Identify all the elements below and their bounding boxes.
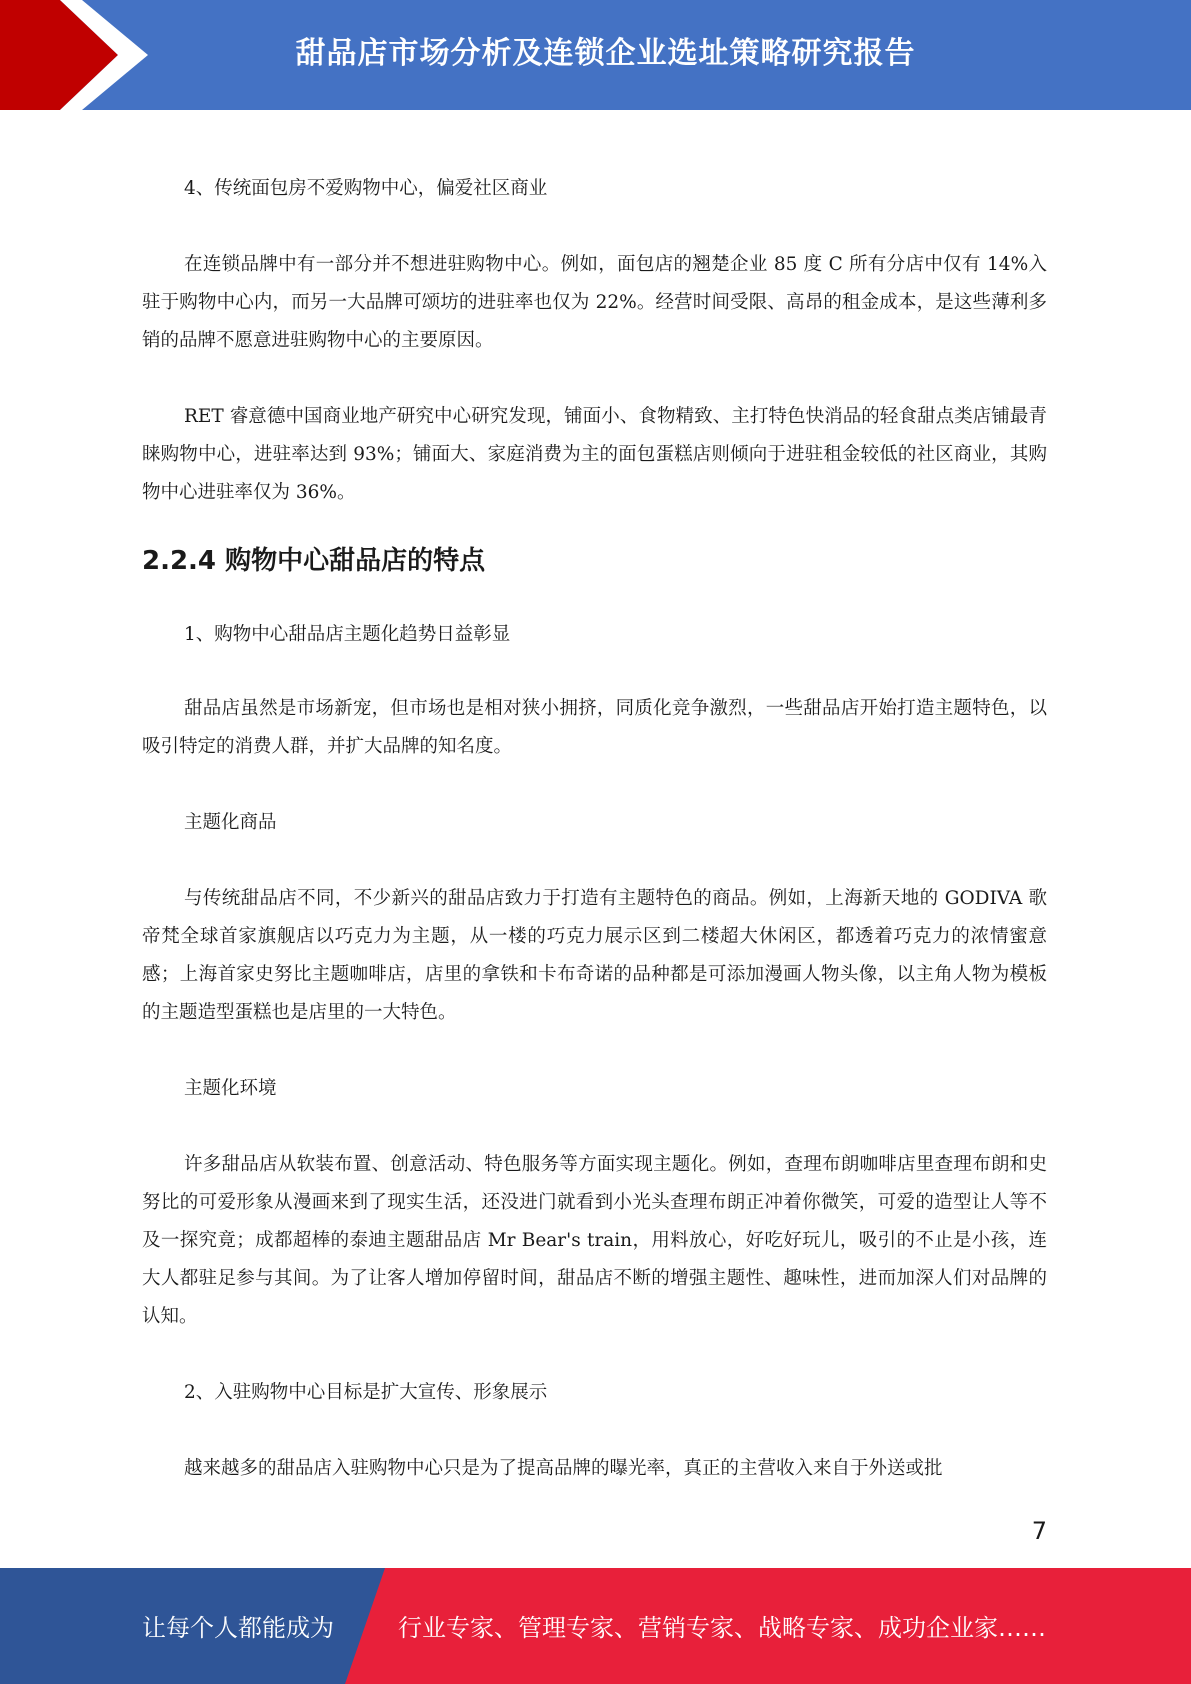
paragraph-1: 在连锁品牌中有一部分并不想进驻购物中心。例如，面包店的翘楚企业 85 度 C 所有分店中仅有 14%入驻于购物中心内，而另一大品牌可颂坊的进驻率也仅为 22%。经营时间受限、高昂的租金成本，是这些薄利多销的品牌不愿意进驻购物中心的主要原因。: [142, 254, 1047, 351]
list-item-1: 1、购物中心甜品店主题化趋势日益彰显: [184, 624, 511, 645]
page-footer: [0, 1568, 1191, 1684]
section-heading: 2.2.4 购物中心甜品店的特点: [142, 546, 486, 576]
report-title: 甜品店市场分析及连锁企业选址策略研究报告: [295, 36, 916, 71]
paragraph-6: 越来越多的甜品店入驻购物中心只是为了提高品牌的曝光率，真正的主营收入来自于外送或批: [184, 1458, 943, 1479]
subheading-themed-environment: 主题化环境: [184, 1078, 277, 1099]
paragraph-5: 许多甜品店从软装布置、创意活动、特色服务等方面实现主题化。例如，查理布朗咖啡店里查理布朗和史努比的可爱形象从漫画来到了现实生活，还没进门就看到小光头查理布朗正冲着你微笑，可爱的造型让人等不及一探究竟；成都超棒的泰迪主题甜品店 Mr Bear's train，用料放心，好吃好玩儿，吸引的不止是小孩，连大人都驻足参与其间。为了让客人增加停留时间，甜品店不断的增强主题性、趣味性，进而加深人们对品牌的认知。: [142, 1154, 1047, 1327]
paragraph-3: 甜品店虽然是市场新宠，但市场也是相对狭小拥挤，同质化竞争激烈，一些甜品店开始打造主题特色，以吸引特定的消费人群，并扩大品牌的知名度。: [142, 698, 1047, 757]
footer-slogan-left: 让每个人都能成为: [142, 1614, 334, 1642]
paragraph-4: 与传统甜品店不同，不少新兴的甜品店致力于打造有主题特色的商品。例如，上海新天地的 GODIVA 歌帝梵全球首家旗舰店以巧克力为主题，从一楼的巧克力展示区到二楼超大休闲区，都透着巧克力的浓情蜜意感；上海首家史努比主题咖啡店，店里的拿铁和卡布奇诺的品种都是可添加漫画人物头像，以主角人物为模板的主题造型蛋糕也是店里的一大特色。: [142, 888, 1047, 1023]
page-number: 7: [1031, 1517, 1047, 1545]
list-item-2: 2、入驻购物中心目标是扩大宣传、形象展示: [184, 1382, 548, 1403]
paragraph-2: RET 睿意德中国商业地产研究中心研究发现，铺面小、食物精致、主打特色快消品的轻食甜点类店铺最青睐购物中心，进驻率达到 93%；铺面大、家庭消费为主的面包蛋糕店则倾向于进驻租金较低的社区商业，其购物中心进驻率仅为 36%。: [142, 406, 1047, 503]
page-header: [0, 0, 1191, 110]
footer-slogan-right: 行业专家、管理专家、营销专家、战略专家、成功企业家……: [398, 1614, 1046, 1642]
document-body: [142, 170, 1047, 1488]
subheading-themed-products: 主题化商品: [184, 812, 277, 833]
list-item-4: 4、传统面包房不爱购物中心，偏爱社区商业: [184, 178, 548, 199]
